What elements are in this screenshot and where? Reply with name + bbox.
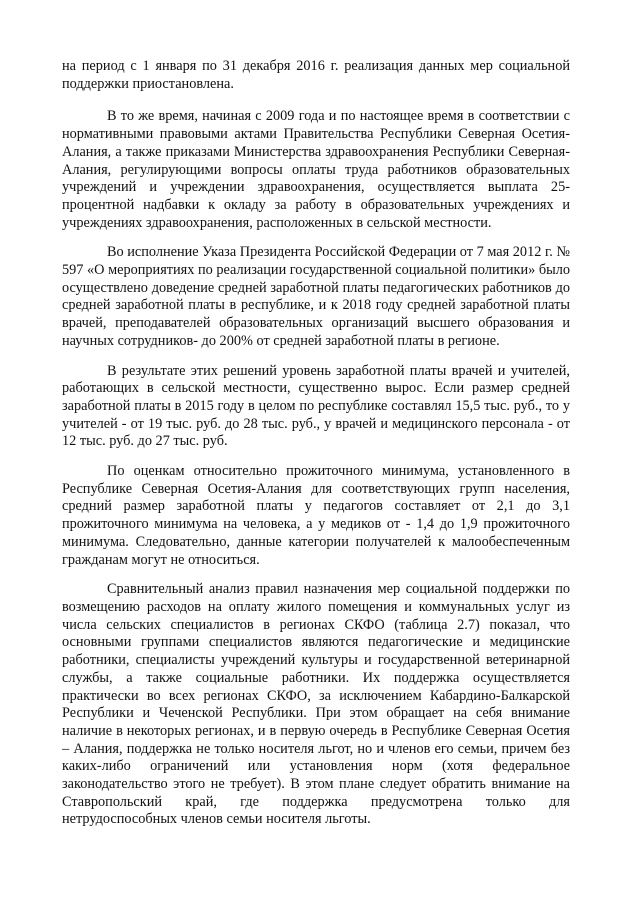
document-page	[62, 58, 570, 841]
paragraph-1: на период с 1 января по 31 декабря 2016 г. реализация данных мер социальной поддержки приостановлена.	[62, 58, 570, 92]
paragraph-6: Сравнительный анализ правил назначения мер социальной поддержки по возмещению расходов на оплату жилого помещения и коммунальных услуг из числа сельских специалистов в регионах СКФО (таблица 2.7) показал, что основными группами специалистов являются педагогические и медицинские работники, специалисты учреждений культуры и государственной ветеринарной службы, а также социальные работники. Их поддержка осуществляется практически во всех регионах СКФО, за исключением Кабардино-Балкарской Республики и Чеченской Республики. При этом обращает на себя внимание наличие в некоторых регионах, и в первую очередь в Республике Северная Осетия – Алания, поддержка не только носителя льгот, но и членов его семьи, причем без каких-либо ограничений или установления норм (хотя федеральное законодательство этого не требует). В этом плане следует обратить внимание на Ставропольский край, где поддержка предусмотрена только для нетрудоспособных членов семьи носителя льготы.	[62, 581, 570, 828]
paragraph-5: По оценкам относительно прожиточного минимума, установленного в Республике Северная Осетия-Алания для соответствующих групп населения, средний размер заработной платы у педагогов составляет от 2,1 до 3,1 прожиточного минимума на человека, а у медиков от - 1,4 до 1,9 прожиточного минимума. Следовательно, данные категории получателей к малообеспеченным гражданам могут не относиться.	[62, 463, 570, 568]
paragraph-4: В результате этих решений уровень заработной платы врачей и учителей, работающих в сельской местности, существенно вырос. Если размер средней заработной платы в 2015 году в целом по республике составлял 15,5 тыс. руб., то у учителей - от 19 тыс. руб. до 28 тыс. руб., у врачей и медицинского персонала - от 12 тыс. руб. до 27 тыс. руб.	[62, 362, 570, 450]
paragraph-3: Во исполнение Указа Президента Российской Федерации от 7 мая 2012 г. № 597 «О мероприятиях по реализации государственной социальной политики» было осуществлено доведение средней заработной платы педагогических работников до средней заработной платы в республике, и к 2018 году средней заработной платы врачей, преподавателей образовательных организаций высшего образования и научных сотрудников- до 200% от средней заработной платы в регионе.	[62, 244, 570, 349]
paragraph-2: В то же время, начиная с 2009 года и по настоящее время в соответствии с нормативными правовыми актами Правительства Республики Северная Осетия-Алания, а также приказами Министерства здравоохранения Республики Северная-Алания, регулирующими вопросы оплаты труда работников образовательных учреждений и учреждении здравоохранения, осуществляется выплата 25-процентной надбавки к окладу за работу в образовательных учреждениях и учреждениях здравоохранения, расположенных в сельской местности.	[62, 108, 570, 231]
